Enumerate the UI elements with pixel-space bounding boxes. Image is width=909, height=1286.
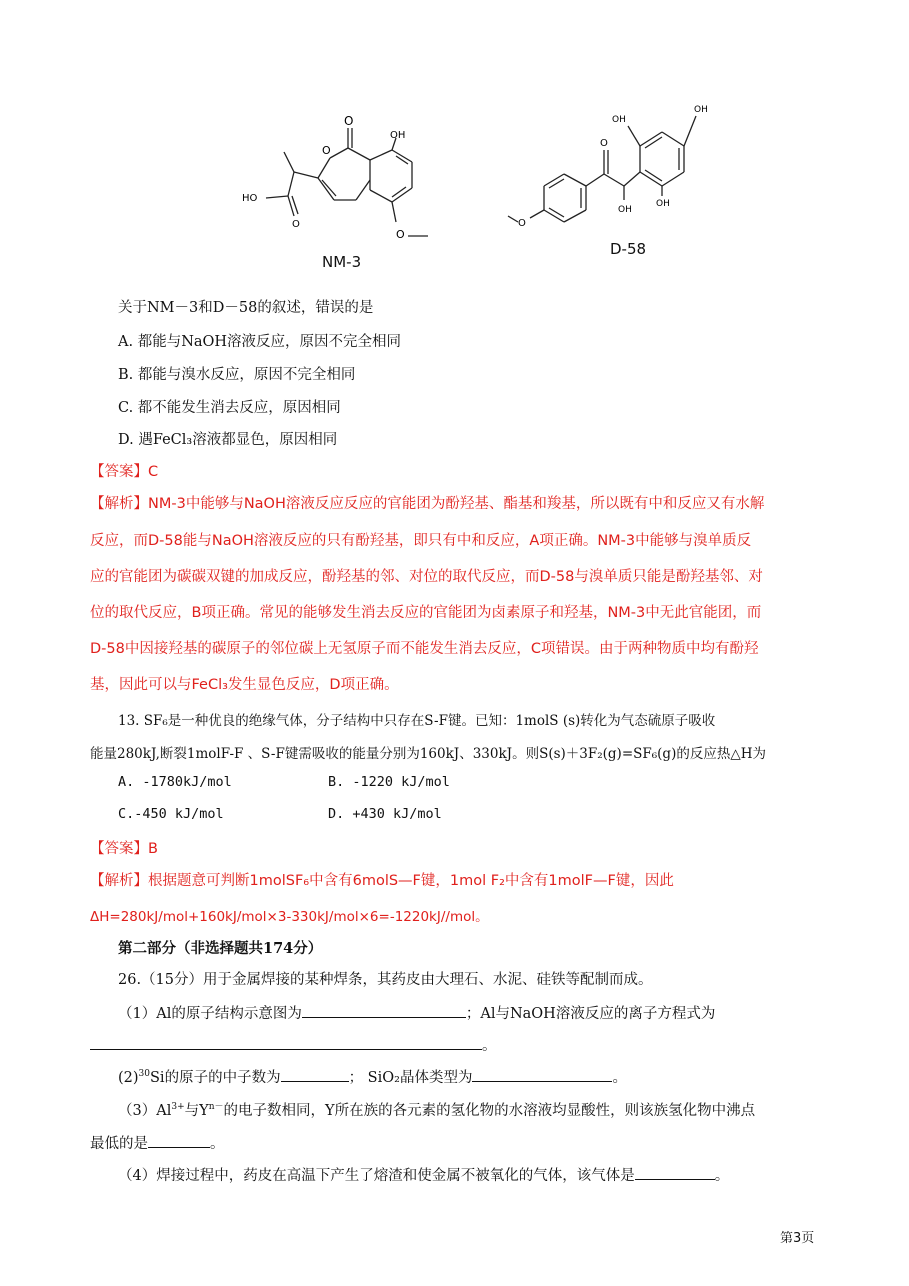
q12-answer: [90, 460, 158, 481]
d58-oh-top-right: OH: [694, 105, 708, 115]
d58-oh-top-left: OH: [612, 115, 626, 125]
q26-part-4: [118, 1164, 729, 1185]
q26-1-text-b: ；Al与NaOH溶液反应的离子方程式为: [465, 1006, 716, 1022]
q26-1-blank-structure[interactable]: [302, 1016, 466, 1018]
nm3-caption: NM-3: [322, 253, 362, 271]
d58-methoxy-o: O: [518, 218, 526, 229]
q12-analysis-line-5: D-58中因接羟基的碳原子的邻位碳上无氢原子而不能发生消去反应，C项错误。由于两种物质中均有酚羟: [90, 641, 759, 657]
q26-3-blank-hydride[interactable]: [148, 1146, 210, 1148]
q13-analysis-line-1: [90, 869, 674, 890]
q12-analysis-tag: 【解析】: [90, 496, 148, 512]
q12-option-b: B. 都能与溴水反应，原因不完全相同: [118, 367, 356, 383]
q12-analysis-line-6: 基，因此可以与FeCl₃发生显色反应，D项正确。: [90, 677, 399, 693]
q26-2-text-c: 。: [612, 1070, 627, 1086]
q13-option-c: C.-450 kJ/mol: [118, 806, 224, 822]
page-number: 第3页: [780, 1231, 815, 1246]
q13-option-d: D. +430 kJ/mol: [328, 806, 442, 822]
q12-option-c: C. 都不能发生消去反应，原因相同: [118, 400, 341, 416]
q12-stem: 关于NM－3和D－58的叙述，错误的是: [118, 300, 374, 316]
q12-option-d: D. 遇FeCl₃溶液都显色，原因相同: [118, 432, 338, 448]
q26-4-text-b: 。: [714, 1168, 730, 1184]
q13-option-a: A. -1780kJ/mol: [118, 774, 232, 790]
nm3-acid-o: O: [292, 219, 300, 230]
q26-2-sup: 30: [138, 1069, 150, 1080]
q12-option-a: A. 都能与NaOH溶液反应，原因不完全相同: [118, 334, 402, 350]
q13-analysis-tag: 【解析】: [90, 873, 148, 889]
q26-2-pre: (2): [118, 1070, 139, 1086]
q26-3-text-c: 。: [210, 1136, 225, 1152]
q13-line-2: 能量280kJ,断裂1molF-F 、S-F键需吸收的能量分别为160kJ、330kJ。则S(s)＋3F₂(g)=SF₆(g)的反应热△H为: [90, 746, 766, 762]
d58-carbonyl-o: O: [600, 138, 608, 149]
q13-answer-tag: 【答案】: [90, 841, 148, 857]
q26-part-1-cont: [90, 1034, 497, 1055]
q12-answer-value: C: [148, 464, 159, 480]
q26-part-3: [118, 1099, 755, 1120]
d58-oh-bottom: OH: [656, 199, 670, 209]
nm3-carbonyl-o: O: [344, 114, 354, 128]
nm3-oh: OH: [390, 130, 406, 141]
q26-2-blank-neutrons[interactable]: [281, 1080, 349, 1082]
q26-1-text-a: （1）Al的原子结构示意图为: [118, 1006, 302, 1022]
q13-answer-value: B: [148, 841, 158, 857]
q26-2-text-b: ； SiO₂晶体类型为: [348, 1070, 473, 1086]
q26-part-2: [118, 1066, 627, 1087]
q26-2-text-a: Si的原子的中子数为: [150, 1070, 281, 1086]
q26-1-text-c: 。: [482, 1038, 497, 1054]
q12-analysis-line-2: 反应，而D-58能与NaOH溶液反应的只有酚羟基，即只有中和反应，A项正确。NM-3中能够与溴单质反: [90, 533, 752, 549]
q26-4-text-a: （4）焊接过程中，药皮在高温下产生了熔渣和使金属不被氧化的气体，该气体是: [118, 1168, 635, 1184]
nm3-methoxy-o: O: [396, 228, 405, 241]
q12-answer-tag: 【答案】: [90, 464, 148, 480]
q12-analysis-text-1: NM-3中能够与NaOH溶液反应反应的官能团为酚羟基、酯基和羧基，所以既有中和反应又有水解: [148, 496, 765, 512]
q26-3-al: （3）Al: [118, 1103, 172, 1119]
q13-analysis-line-2: ΔH=280kJ/mol+160kJ/mol×3-330kJ/mol×6=-1220kJ//mol。: [90, 909, 489, 925]
q26-1-blank-equation[interactable]: [90, 1048, 482, 1050]
q12-analysis-line-4: 位的取代反应，B项正确。常见的能够发生消去反应的官能团为卤素原子和羟基，NM-3中无此官能团，而: [90, 605, 762, 621]
q26-2-blank-crystal[interactable]: [472, 1080, 612, 1082]
q13-option-b: B. -1220 kJ/mol: [328, 774, 450, 790]
nm3-ring-o: O: [322, 144, 331, 157]
q12-analysis-line-3: 应的官能团为碳碳双键的加成反应，酚羟基的邻、对位的取代反应，而D-58与溴单质只能是酚羟基邻、对: [90, 569, 763, 585]
q13-line-1: 13. SF₆是一种优良的绝缘气体，分子结构中只存在S-F键。已知：1molS (s)转化为气态硫原子吸收: [118, 713, 716, 729]
q26-part-3-cont: [90, 1132, 225, 1153]
nm3-acid-ho: HO: [242, 193, 258, 204]
q26-4-blank-gas[interactable]: [635, 1178, 715, 1180]
q26-3-text-a: 的电子数相同，Y所在族的各元素的氢化物的水溶液均显酸性，则该族氢化物中沸点: [223, 1103, 756, 1119]
part2-heading: 第二部分（非选择题共174分）: [118, 940, 323, 957]
d58-caption: D-58: [610, 240, 647, 258]
q26-intro: 26.（15分）用于金属焊接的某种焊条，其药皮由大理石、水泥、硅铁等配制而成。: [118, 972, 653, 988]
q26-part-1: [118, 1002, 715, 1023]
q26-3-mid: 与Y: [184, 1103, 209, 1119]
q13-answer: [90, 837, 158, 858]
q26-3-sup-2: n－: [208, 1102, 224, 1113]
q26-3-sup-1: 3+: [171, 1102, 185, 1113]
q13-analysis-text-1: 根据题意可判断1molSF₆中含有6molS—F键，1mol F₂中含有1molF—F键，因此: [148, 873, 674, 889]
q26-3-text-b: 最低的是: [90, 1136, 148, 1152]
q12-analysis-line-1: [90, 492, 764, 513]
d58-oh-chain: OH: [618, 205, 632, 215]
